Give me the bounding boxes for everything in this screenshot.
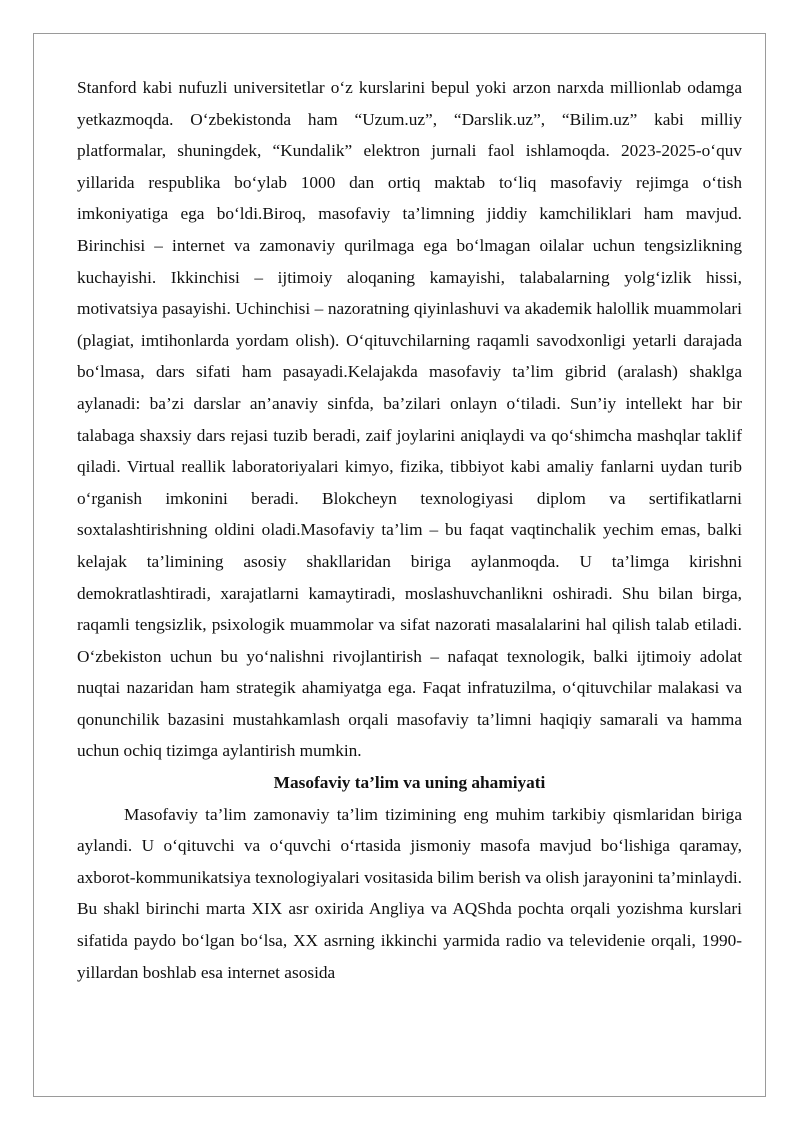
section-heading: Masofaviy ta’lim va uning ahamiyati — [273, 773, 546, 793]
body-paragraph: Stanford kabi nufuzli universitetlar o‘z kurslarini bepul yoki arzon narxda millionlab odamga yetkazmoqda. O‘zbekistonda ham “Uzum.uz”, “Darslik.uz”, “Bilim.uz” kabi milliy platformalar, shuningdek, “Kundalik” elektron jurnali faol ishlamoqda. 2023-2025-o‘quv yillarida respublika bo‘ylab 1000 dan ortiq maktab to‘liq masofaviy rejimga o‘tish imkoniyatiga ega bo‘ldi.Biroq, masofaviy ta’limning jiddiy kamchiliklari ham mavjud. Birinchisi – internet va zamonaviy qurilmaga ega bo‘lmagan oilalar uchun tengsizlikning kuchayishi. Ikkinchisi – ijtimoiy aloqaning kamayishi, talabalarning yolg‘izlik hissi, motivatsiya pasayishi. Uchinchisi – nazoratning qiyinlashuvi va akademik halollik muammolari (plagiat, imtihonlarda yordam olish). O‘qituvchilarning raqamli savodxonligi yetarli darajada bo‘lmasa, dars sifati ham pasayadi.Kelajakda masofaviy ta’lim gibrid (aralash) shaklga aylanadi: ba’zi darslar an’anaviy sinfda, ba’zilari onlayn o‘tiladi. Sun’iy intellekt har bir talabaga shaxsiy dars rejasi tuzib beradi, zaif joylarini aniqlaydi va qo‘shimcha mashqlar taklif qiladi. Virtual reallik laboratoriyalari kimyo, fizika, tibbiyot kabi amaliy fanlarni uydan turib o‘rganish imkonini beradi. Blokcheyn texnologiyasi diplom va sertifikatlarni soxtalashtirishning oldini oladi.Masofaviy ta’lim – bu faqat vaqtinchalik yechim emas, balki kelajak ta’limining asosiy shakllaridan biriga aylanmoqda. U ta’limga kirishni demokratlashtiradi, xarajatlarni kamaytiradi, moslashuvchanlikni oshiradi. Shu bilan birga, raqamli tengsizlik, psixologik muammolar va sifat nazorati masalalarini hal qilish talab etiladi. O‘zbekiston uchun bu yo‘nalishni rivojlantirish – nafaqat texnologik, balki ijtimoiy adolat nuqtai nazaridan ham strategik ahamiyatga ega. Faqat infratuzilma, o‘qituvchilar malakasi va qonunchilik bazasini mustahkamlash orqali masofaviy ta’limni haqiqiy samarali va hamma uchun ochiq tizimga aylantirish mumkin. — [77, 78, 742, 761]
document-body — [77, 72, 742, 988]
body-paragraph: Masofaviy ta’lim zamonaviy ta’lim tizimining eng muhim tarkibiy qismlaridan biriga aylandi. U o‘qituvchi va o‘quvchi o‘rtasida jismoniy masofa mavjud bo‘lishiga qaramay, axborot-kommunikatsiya texnologiyalari vositasida bilim berish va olish jarayonini ta’minlaydi. Bu shakl birinchi marta XIX asr oxirida Angliya va AQShda pochta orqali yozishma kurslari sifatida paydo bo‘lgan bo‘lsa, XX asrning ikkinchi yarmida radio va televidenie orqali, 1990-yillardan boshlab esa internet asosida — [77, 804, 742, 982]
